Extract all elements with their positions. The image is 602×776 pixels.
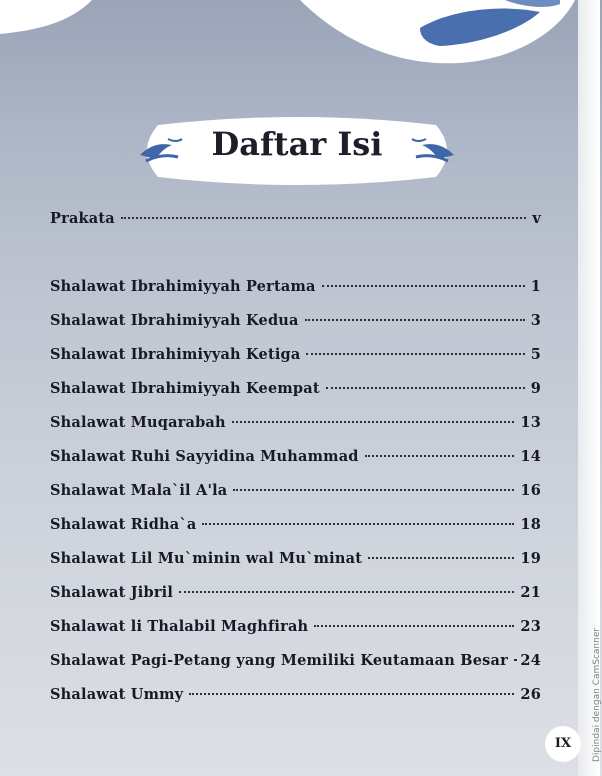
toc-page: 18 (520, 516, 541, 533)
toc-leader (305, 319, 525, 321)
toc-page: 21 (520, 584, 541, 601)
scanner-watermark-text: Dipindai dengan CamScanner (592, 627, 602, 762)
toc-leader (202, 523, 514, 525)
toc-page: 5 (530, 346, 541, 363)
toc-row (50, 380, 541, 414)
toc-page: 26 (520, 686, 541, 703)
toc-page: 9 (530, 380, 541, 397)
toc-row (50, 652, 541, 686)
toc-leader (179, 591, 514, 593)
toc-page: 23 (520, 618, 541, 635)
toc-leader (306, 353, 524, 355)
toc-page: v (532, 210, 541, 227)
toc-title: Shalawat Ummy (50, 686, 184, 703)
toc-leader (368, 557, 514, 559)
toc-title: Shalawat Lil Mu`minin wal Mu`minat (50, 550, 363, 567)
toc-row (50, 346, 541, 380)
toc-page: 3 (530, 312, 541, 329)
toc-leader (189, 693, 514, 695)
page-number-badge: IX (545, 726, 581, 762)
toc-page: 14 (520, 448, 541, 465)
toc-title: Shalawat Ibrahimiyyah Kedua (50, 312, 299, 329)
toc-leader (314, 625, 514, 627)
toc-row (50, 516, 541, 550)
toc-title: Shalawat Ibrahimiyyah Keempat (50, 380, 320, 397)
toc-title: Shalawat Pagi-Petang yang Memiliki Keutamaan Besar (50, 652, 508, 669)
toc-row (50, 618, 541, 652)
toc-page: 16 (520, 482, 541, 499)
toc-row (50, 686, 541, 720)
toc-row (50, 448, 541, 482)
toc-title: Shalawat Jibril (50, 584, 174, 601)
table-of-contents (50, 210, 541, 720)
toc-title: Shalawat Ibrahimiyyah Ketiga (50, 346, 301, 363)
page-title: Daftar Isi (211, 125, 383, 163)
toc-leader (365, 455, 515, 457)
toc-title: Shalawat Muqarabah (50, 414, 226, 431)
toc-spacer (50, 244, 541, 278)
toc-row (50, 278, 541, 312)
toc-title: Shalawat Ibrahimiyyah Pertama (50, 278, 316, 295)
toc-row (50, 210, 541, 244)
toc-leader (121, 217, 526, 219)
toc-title: Shalawat Ruhi Sayyidina Muhammad (50, 448, 359, 465)
toc-row (50, 312, 541, 346)
toc-leader (322, 285, 525, 287)
toc-page: 1 (530, 278, 541, 295)
toc-row (50, 482, 541, 516)
toc-page: 13 (520, 414, 541, 431)
toc-row (50, 584, 541, 618)
top-swirl-ornament (0, 0, 600, 120)
toc-row (50, 550, 541, 584)
toc-leader (233, 489, 514, 491)
toc-page: 24 (520, 652, 541, 669)
toc-leader (326, 387, 525, 389)
toc-title: Shalawat li Thalabil Maghfirah (50, 618, 309, 635)
toc-leader (232, 421, 515, 423)
toc-row (50, 414, 541, 448)
scanner-watermark (578, 612, 602, 772)
toc-title: Prakata (50, 210, 115, 227)
toc-title: Shalawat Mala`il A'la (50, 482, 228, 499)
toc-title: Shalawat Ridha`a (50, 516, 197, 533)
toc-page: 19 (520, 550, 541, 567)
